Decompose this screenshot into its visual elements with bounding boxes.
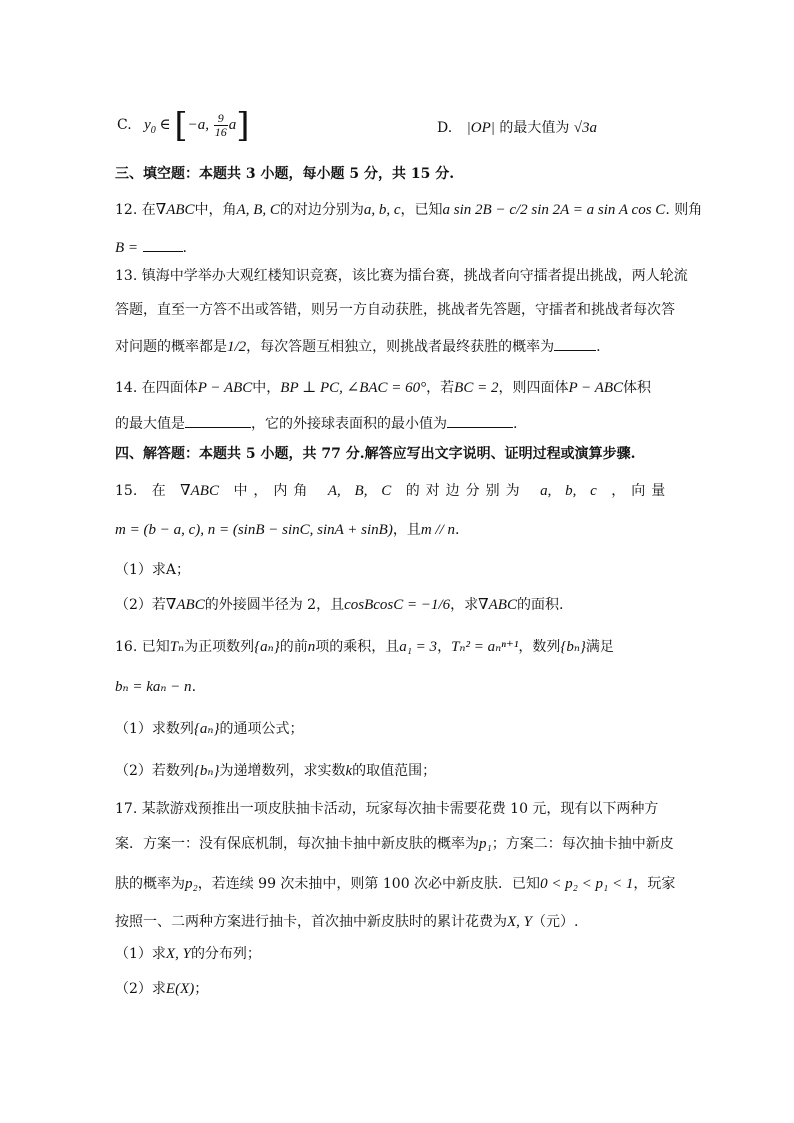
- q14-answer-blank-2[interactable]: [447, 413, 513, 428]
- q14-answer-blank-1[interactable]: [185, 413, 251, 428]
- question-16-part1: [115, 719, 304, 739]
- question-17-line3: [115, 874, 675, 894]
- q17-text: 肤的概率为: [115, 876, 185, 892]
- question-17-line4: [115, 912, 578, 932]
- q16-text: （2）若数列: [115, 763, 194, 779]
- q12-text: 在: [141, 202, 156, 218]
- question-13-line3: [115, 336, 601, 357]
- q14-text: ，若: [426, 380, 455, 396]
- q13-text: 镇海中学举办大观红楼知识竞赛，该比赛为擂台赛，挑战者向守擂者提出挑战，两人轮流: [141, 268, 688, 284]
- q15-sides: a, b, c: [540, 483, 597, 499]
- q13-text: 对问题的概率都是: [115, 339, 227, 355]
- question-12: [115, 200, 702, 220]
- question-16-line2: [115, 677, 196, 697]
- q15-text: ，求: [450, 597, 479, 613]
- question-14-line1: [115, 378, 651, 398]
- q16-text: 为递增数列，求实数: [219, 763, 346, 779]
- q14-text: 体积: [623, 380, 652, 396]
- q12-sides: a, b, c: [363, 202, 401, 218]
- q14-text: ，它的外接球表面积的最小值为: [251, 416, 447, 432]
- q15-angles: A, B, C: [327, 483, 392, 499]
- q16-text: 为正项数列: [184, 639, 255, 655]
- q17-text: 按照一、二两种方案进行抽卡，首次抽中新皮肤时的累计花费为: [115, 914, 507, 930]
- q16-n: n: [307, 639, 316, 655]
- q13-fraction: 1/2: [227, 339, 247, 355]
- q12-angles: A, B, C: [236, 202, 280, 218]
- q17-text: ，若连续 99 次未抽中，则第 100 次必中新皮肤．已知: [197, 876, 541, 892]
- q17-text: 的分布列；: [190, 946, 261, 962]
- q17-text: ；: [194, 981, 209, 997]
- q17-text: ；方案二：每次抽卡抽中新皮: [491, 836, 674, 852]
- q15-vectors: m = (b − a, c), n = (sinB − sinC, sinA + sinB): [115, 522, 393, 538]
- q15-cos-equation: cosBcosC = −1/6: [344, 597, 451, 613]
- q17-text: 案．方案一：没有保底机制，每次抽卡抽中新皮肤的概率为: [115, 836, 479, 852]
- q16-text: ，: [437, 639, 452, 655]
- question-16-line1: [115, 637, 614, 657]
- q15-text: ，向量: [611, 483, 672, 499]
- q15-parallel: m // n: [420, 522, 455, 538]
- q14-text: 在四面体: [141, 380, 198, 396]
- q16-text: 的前: [279, 639, 308, 655]
- q12-triangle: ∇ABC: [155, 202, 195, 218]
- q12-text: . 则角: [665, 202, 703, 218]
- option-d: [437, 118, 597, 138]
- question-12-answer: [115, 237, 187, 258]
- q16-bn-definition: bₙ = kaₙ − n: [115, 679, 192, 695]
- q15-text: （2）若: [115, 597, 166, 613]
- q16-an: {aₙ}: [254, 639, 280, 655]
- q17-inequality: 0 < p₂ < p₁ < 1: [540, 876, 634, 892]
- q14-number: 14.: [115, 380, 138, 396]
- q15-number: 15.: [115, 483, 138, 499]
- q12-number: 12.: [115, 202, 138, 218]
- question-13-line1: [115, 266, 688, 286]
- q13-end: .: [596, 339, 601, 355]
- q16-number: 16.: [115, 639, 138, 655]
- question-15-line2: [115, 520, 459, 540]
- q15-triangle: ∇ABC: [165, 597, 205, 613]
- q12-text: ，已知: [400, 202, 443, 218]
- q16-an: {aₙ}: [193, 721, 220, 737]
- section3-heading: 三、填空题：本题共 3 小题，每小题 5 分，共 15 分.: [115, 166, 455, 182]
- q17-text: ，玩家: [633, 876, 676, 892]
- q17-text: 某款游戏预推出一项皮肤抽卡活动，玩家每次抽卡需要花费 10 元，现有以下两种方: [141, 801, 659, 817]
- q16-tn: Tₙ: [169, 639, 185, 655]
- q12-text: 中，角: [194, 202, 237, 218]
- section4-heading: 四、解答题：本题共 5 小题，共 77 分.解答应写出文字说明、证明过程或演算步骤.: [115, 446, 636, 462]
- q17-p1: p₁: [479, 836, 492, 852]
- q14-text: 的最大值是: [115, 416, 185, 432]
- q14-text: 中，: [252, 380, 281, 396]
- q15-triangle: ∇ABC: [180, 483, 219, 499]
- q15-text: 在: [151, 483, 166, 499]
- q12-answer-prefix: B =: [115, 240, 139, 256]
- q14-condition: BP ⊥ PC, ∠BAC = 60°: [280, 380, 427, 396]
- q15-text: 的外接圆半径为 2，且: [204, 597, 345, 613]
- q16-bn: {bₙ}: [193, 763, 220, 779]
- question-15-line1: [115, 481, 671, 501]
- q17-expectation: E(X): [165, 981, 195, 997]
- question-15-part1: （1）求A；: [115, 562, 191, 578]
- q14-end: .: [513, 416, 518, 432]
- question-17-line2: [115, 834, 674, 854]
- q16-text: （1）求数列: [115, 721, 194, 737]
- q14-text: ，则四面体: [498, 380, 569, 396]
- option-d-text: 的最大值为: [499, 120, 570, 136]
- q12-text: 的对边分别为: [279, 202, 364, 218]
- q15-end: .: [455, 522, 460, 538]
- q16-text: 的通项公式；: [219, 721, 304, 737]
- question-13-line2: 答题，直至一方答不出或答错，则另一方自动获胜，挑战者先答题，守擂者和挑战者每次答: [115, 302, 675, 318]
- option-c-formula: $y_0$ ∈ [−a, $\frac{9}{16}$ a]: [144, 105, 250, 146]
- q16-text: 项的乘积，且: [315, 639, 400, 655]
- option-c: [117, 105, 250, 146]
- question-17-part1: [115, 944, 261, 964]
- q16-relation: Tₙ² = aₙⁿ⁺¹: [451, 639, 519, 655]
- q16-bn: {bₙ}: [560, 639, 586, 655]
- q16-text: ，数列: [518, 639, 561, 655]
- q14-tetrahedron: P − ABC: [568, 380, 624, 396]
- q17-p2: p₂: [185, 876, 198, 892]
- question-16-part2: [115, 761, 436, 781]
- question-14-line2: [115, 413, 517, 434]
- q15-text: ，且: [392, 522, 421, 538]
- q16-a1: a₁ = 3: [399, 639, 438, 655]
- q13-answer-blank[interactable]: [554, 336, 596, 351]
- q15-text: 的对边分别为: [405, 483, 526, 499]
- option-d-op: |OP|: [466, 120, 495, 136]
- q17-number: 17.: [115, 801, 138, 817]
- q16-text: 已知: [141, 639, 170, 655]
- q17-xy: X, Y: [507, 914, 533, 930]
- q12-equation: a sin 2B − c/2 sin 2A = a sin A cos C: [442, 202, 666, 218]
- question-17-line1: [115, 799, 658, 819]
- q15-triangle: ∇ABC: [478, 597, 517, 613]
- q15-text: 中，内角: [233, 483, 314, 499]
- q13-text: ，每次答题互相独立，则挑战者最终获胜的概率为: [246, 339, 555, 355]
- q17-text: （2）求: [115, 981, 166, 997]
- q13-number: 13.: [115, 268, 138, 284]
- question-17-part2: [115, 979, 208, 999]
- q16-end: .: [191, 679, 197, 695]
- q16-text: 的取值范围；: [352, 763, 437, 779]
- q16-k: k: [345, 763, 353, 779]
- q12-answer-blank[interactable]: [143, 237, 183, 252]
- q12-end: .: [182, 240, 187, 256]
- q17-text: （元）.: [532, 914, 579, 930]
- q16-text: 满足: [585, 639, 614, 655]
- q17-text: （1）求: [115, 946, 166, 962]
- question-15-part2: [115, 595, 563, 615]
- option-c-label: C.: [117, 116, 132, 133]
- q15-text: 的面积.: [516, 597, 564, 613]
- q14-bc: BC = 2: [454, 380, 499, 396]
- option-d-value: √3a: [573, 120, 598, 136]
- q14-tetrahedron: P − ABC: [197, 380, 253, 396]
- option-d-label: D.: [437, 120, 453, 136]
- q17-xy: X, Y: [165, 946, 191, 962]
